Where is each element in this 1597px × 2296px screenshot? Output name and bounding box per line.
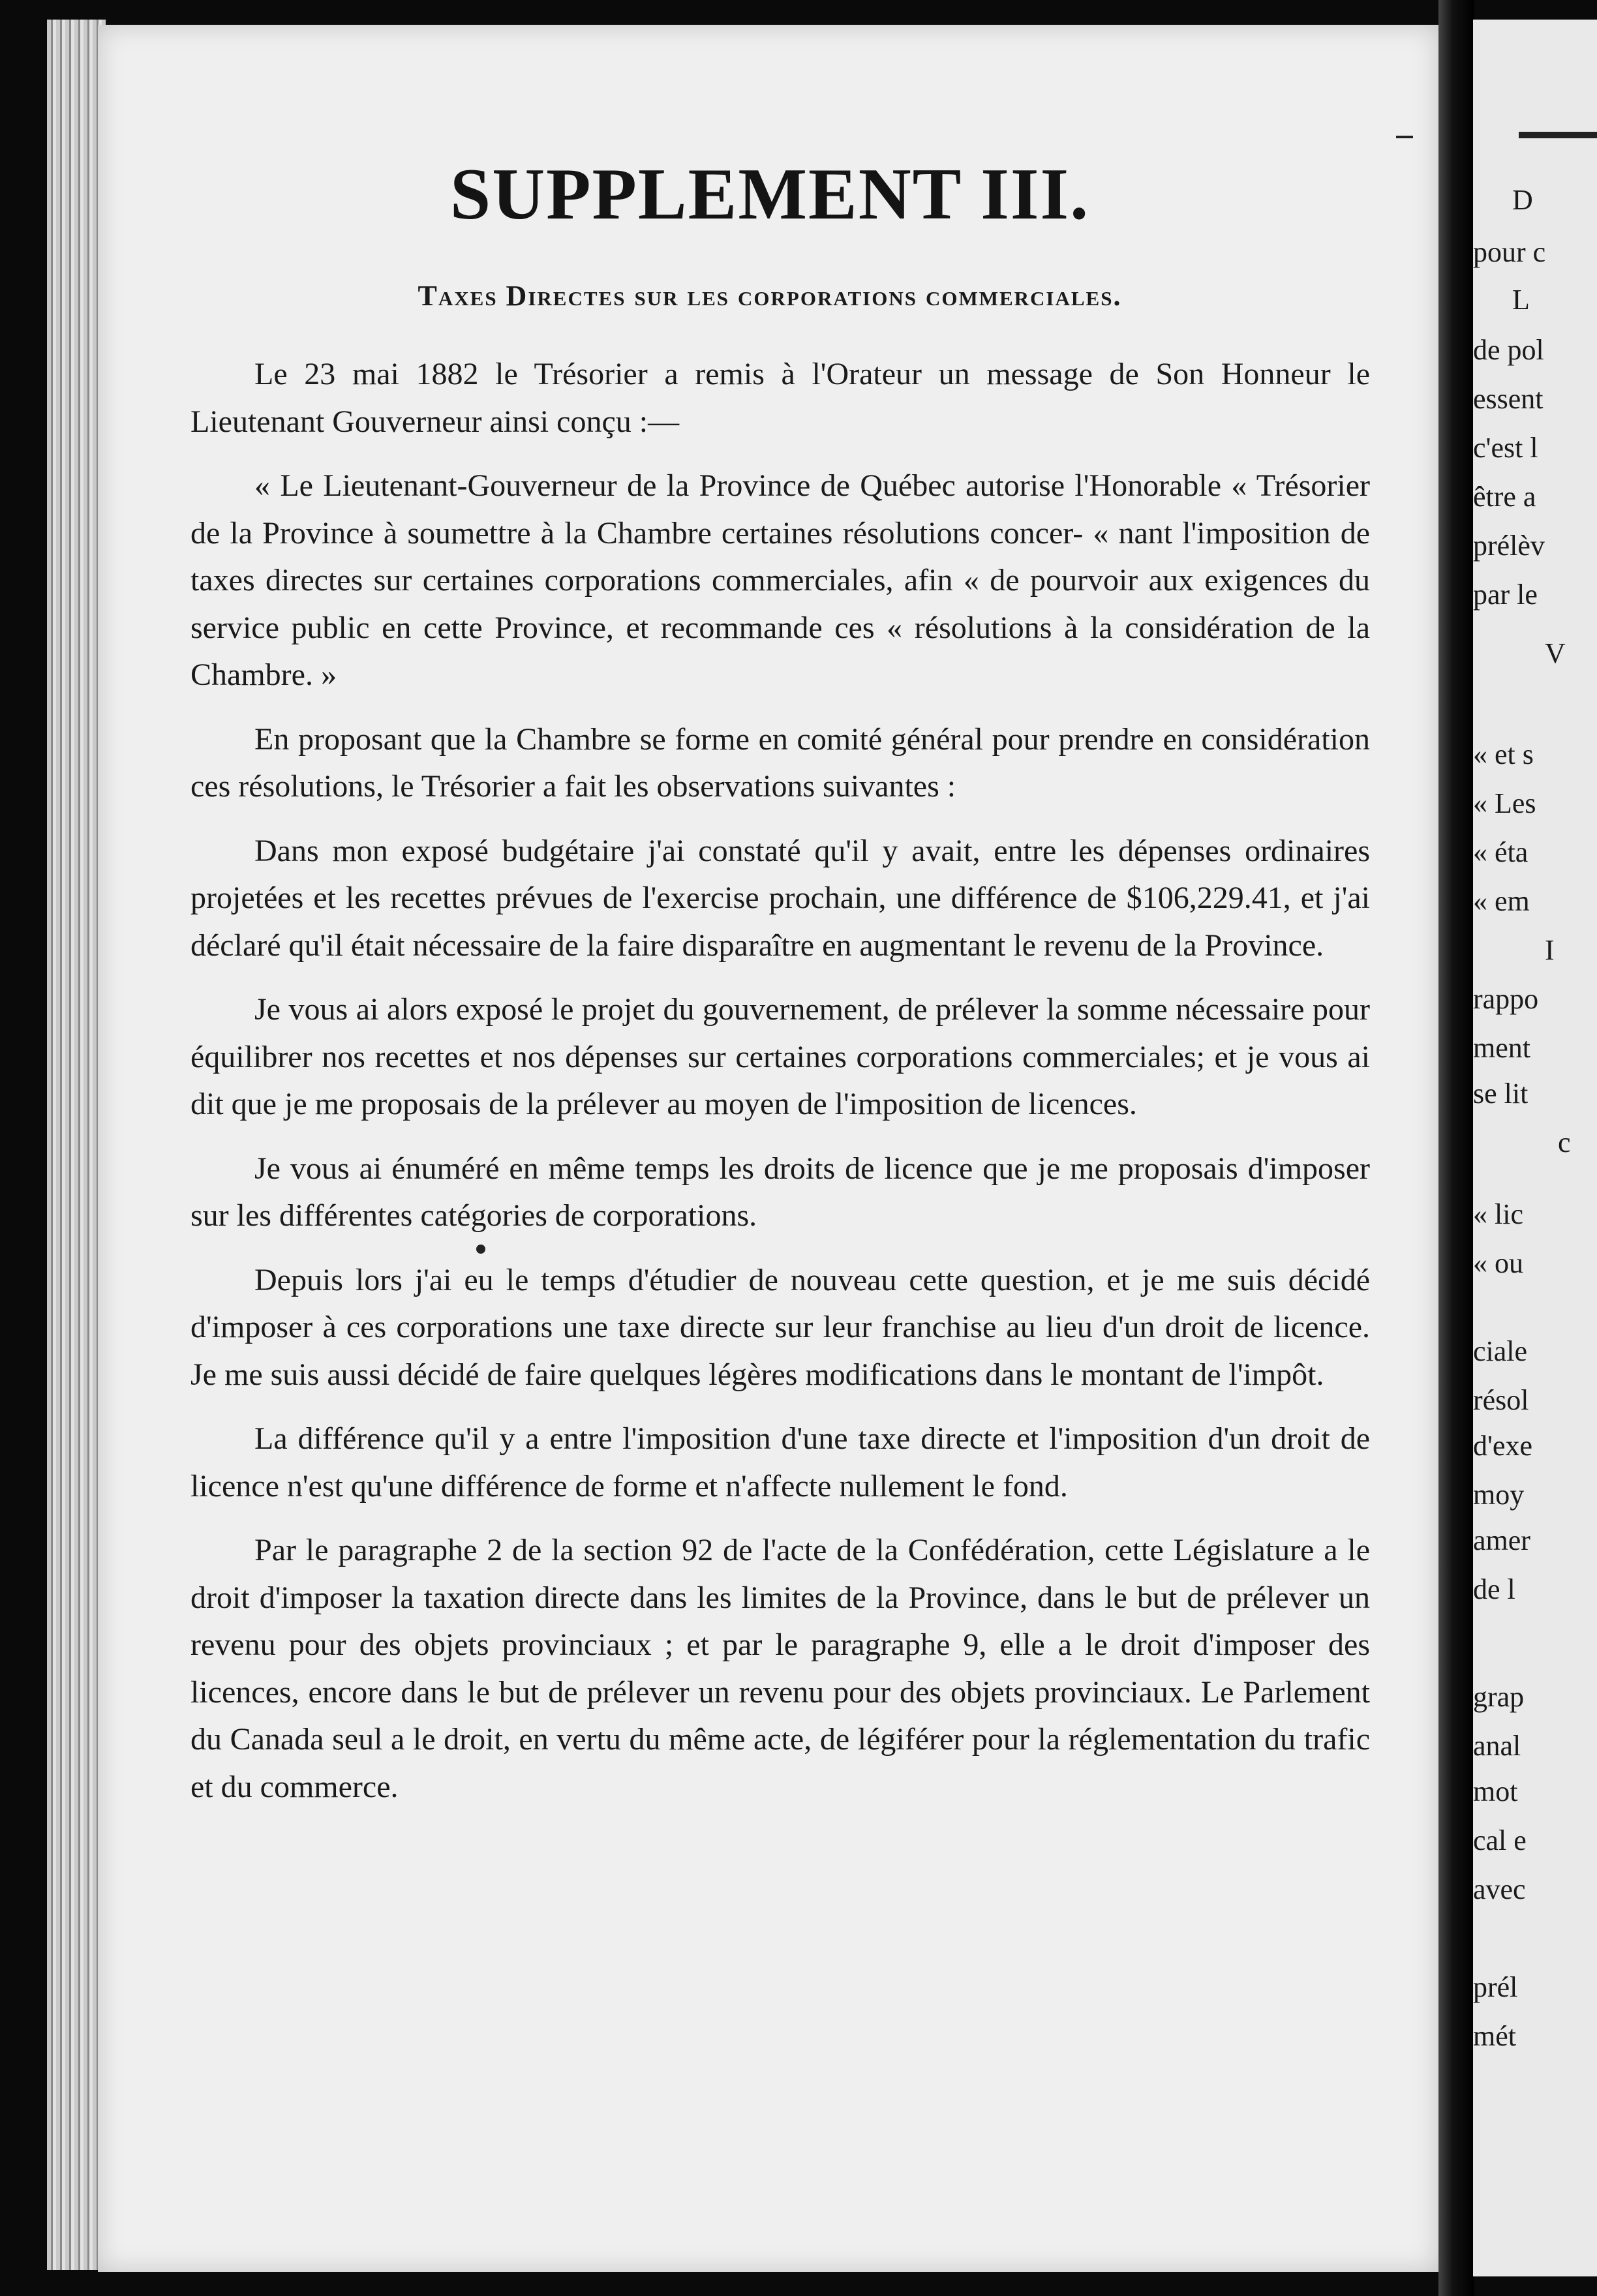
facing-page-fragment: moy <box>1473 1479 1525 1511</box>
facing-page-fragment: ciale <box>1473 1335 1528 1367</box>
body-text <box>190 351 1370 1828</box>
facing-page-fragment: I <box>1545 934 1555 966</box>
page-title: SUPPLEMENT III. <box>449 154 1090 235</box>
facing-page-fragment: cal e <box>1473 1824 1527 1856</box>
facing-page-fragment: grap <box>1473 1681 1525 1713</box>
facing-page-fragment: « Les <box>1473 787 1536 819</box>
paragraph: Le 23 mai 1882 le Trésorier a remis à l'Orateur un message de Son Honneur le Lieutenant Gouverneur ainsi conçu :— <box>190 357 1370 439</box>
facing-page-fragment: amer <box>1473 1524 1530 1556</box>
paragraph: Par le paragraphe 2 de la section 92 de l'acte de la Confédération, cette Législature a le droit d'imposer la taxation directe dans les limites de la Province, dans le but de prélever un revenu pour des objets provinciaux ; et par le paragraphe 9, elle a le droit d'imposer des licences, encore dans le but de prélever un revenu pour des objets provinciaux. Le Parlement du Canada seul a le droit, en vertu du même acte, de légiférer pour la réglementation du trafic et du commerce. <box>190 1533 1370 1804</box>
facing-page-fragment: « em <box>1473 885 1530 917</box>
document-page <box>98 25 1438 2272</box>
paragraph: Je vous ai énuméré en même temps les droits de licence que je me proposais d'imposer sur les différentes catégories de corporations. <box>190 1151 1370 1233</box>
facing-page-fragment: mét <box>1473 2020 1516 2052</box>
facing-page-fragment: essent <box>1473 383 1544 415</box>
quoted-message: « Le Lieutenant-Gouverneur de la Province de Québec autorise l'Honorable « Trésorier de la Province à soumettre à la Chambre certaines résolutions concer- « nant l'imposition de taxes directes sur certaines corporations commerciales, afin « de pourvoir aux exigences du service public en cette Province, et recommande ces « résolutions à la considération de la Chambre. » <box>190 468 1370 692</box>
facing-page-edge <box>1473 20 1597 2276</box>
section-subtitle: Taxes Directes sur les corporations commerciales. <box>418 280 1122 312</box>
facing-page-fragment: se lit <box>1473 1078 1529 1110</box>
facing-page-fragment: « éta <box>1473 836 1529 868</box>
facing-page-fragment: prél <box>1473 1971 1518 2003</box>
paragraph: Dans mon exposé budgétaire j'ai constaté qu'il y avait, entre les dépenses ordinaires projetées et les recettes prévues de l'exercise prochain, une différence de $106,229.41, et j'ai déclaré qu'il était nécessaire de la faire disparaître en augmentant le revenu de la Province. <box>190 833 1370 963</box>
facing-page-fragment: mot <box>1473 1775 1518 1807</box>
facing-page-fragment: par le <box>1473 579 1538 611</box>
facing-page-fragment: anal <box>1473 1730 1521 1762</box>
book-gutter <box>1438 0 1474 2296</box>
facing-page-rule <box>1519 132 1597 138</box>
facing-page-fragment: c'est l <box>1473 432 1538 464</box>
facing-page-fragment: D <box>1512 184 1533 216</box>
facing-page-fragment: prélèv <box>1473 530 1545 562</box>
paragraph: En proposant que la Chambre se forme en comité général pour prendre en considération ces résolutions, le Trésorier a fait les observations suivantes : <box>190 721 1370 804</box>
facing-page-fragment: de pol <box>1473 334 1544 366</box>
facing-page-fragment: L <box>1512 284 1530 316</box>
paragraph: Depuis lors j'ai eu le temps d'étudier de nouveau cette question, et je me suis décidé d'imposer à ces corporations une taxe directe sur leur franchise au lieu d'un droit de licence. Je me suis aussi décidé de faire quelques légères modifications dans le montant de l'impôt. <box>190 1262 1370 1392</box>
facing-page-fragment: « ou <box>1473 1247 1523 1279</box>
facing-page-fragment: être a <box>1473 481 1536 513</box>
paragraph: Je vous ai alors exposé le projet du gouvernement, de prélever la somme nécessaire pour équilibrer nos recettes et nos dépenses sur certaines corporations commerciales; et je vous ai dit que je me proposais de la prélever au moyen de l'imposition de licences. <box>190 992 1370 1121</box>
facing-page-fragment: V <box>1545 637 1566 669</box>
facing-page-fragment: « lic <box>1473 1198 1523 1230</box>
paragraph: La différence qu'il y a entre l'imposition d'une taxe directe et l'imposition d'un droit de licence n'est qu'une différence de forme et n'affecte nullement le fond. <box>190 1421 1370 1503</box>
facing-page-fragment: résol <box>1473 1384 1529 1416</box>
facing-page-fragment: pour c <box>1473 236 1546 268</box>
facing-page-fragment: ment <box>1473 1032 1530 1064</box>
facing-page-fragment: de l <box>1473 1573 1515 1605</box>
facing-page-fragment: « et s <box>1473 738 1534 770</box>
facing-page-fragment: c <box>1558 1126 1571 1158</box>
page-stack-edge <box>47 20 106 2270</box>
facing-page-fragment: avec <box>1473 1873 1526 1905</box>
facing-page-fragment: rappo <box>1473 983 1539 1015</box>
facing-page-fragment: d'exe <box>1473 1430 1532 1462</box>
